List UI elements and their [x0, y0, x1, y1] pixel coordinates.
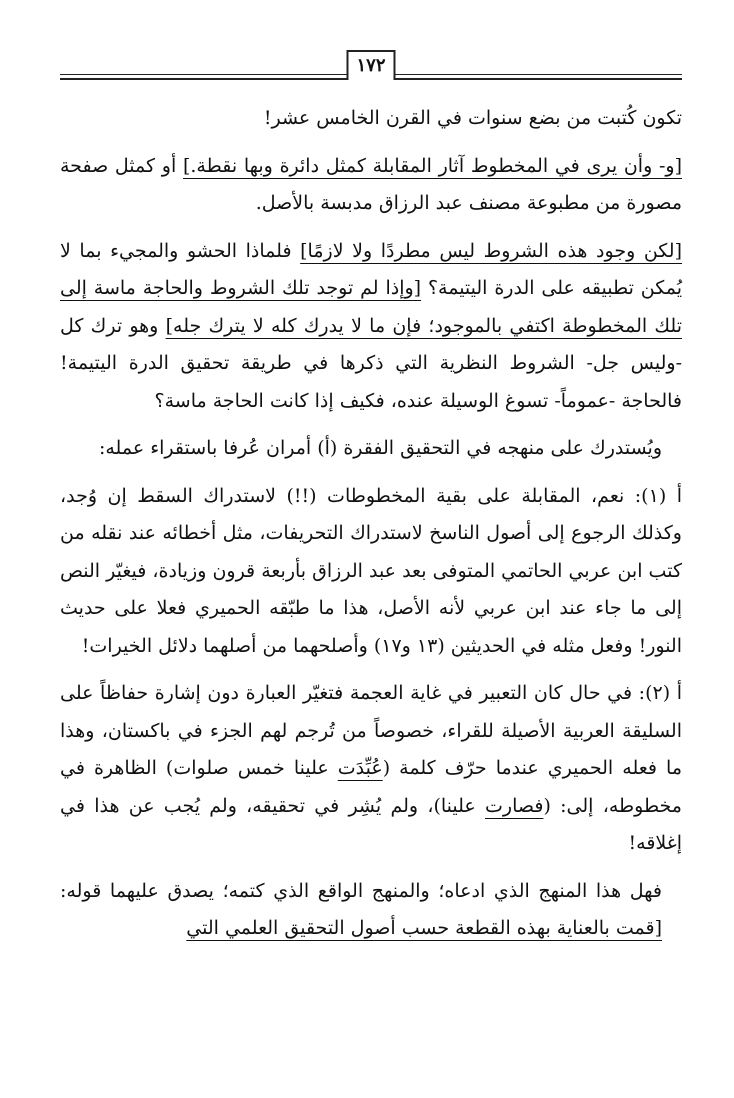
text-run: أ (٢): في حال كان التعبير في غاية العجمة فتغيّر العبارة دون إشارة حفاظاً على السليقة العربية الأصيلة للقراء، خصوصاً من تُرجم لهم الجزء في باكستان، وهذا ما فعله الحميري عندما حرّف كلمة ( [60, 682, 683, 779]
paragraph [60, 873, 682, 948]
text-run: أ (١): نعم، المقابلة على بقية المخطوطات (!!) لاستدراك السقط إن وُجد، وكذلك الرجوع إلى أصول الناسخ لاستدراك التحريفات، مثل أخطائه عند نقله من كتب ابن عربي الحاتمي المتوفى بعد عبد الرزاق بأربعة قرون وزيادة، فيغيّر النص إلى ما جاء عند ابن عربي لأنه الأصل، هذا ما طبّقه الحميري فعلا على حديث النور! وفعل مثله في الحديثين (١٣ و١٧) وأصلحهما من أصلهما دلائل الخيرات! [60, 484, 682, 657]
underlined-quote: عُبِّدَت [337, 757, 383, 779]
paragraph [60, 233, 682, 421]
underlined-quote: [وإذا لم توجد تلك الشروط والحاجة ماسة إلى تلك المخطوطة اكتفي بالموجود؛ فإن ما لا يدرك كله لا يترك جله] [60, 277, 682, 337]
text-run: علينا خمس صلوات) الظاهرة في مخطوطه، إلى: ( [60, 757, 682, 817]
text-run: تكون كُتبت من بضع سنوات في القرن الخامس عشر! [263, 107, 682, 129]
text-run: أو كمثل صفحة مصورة من مطبوعة مصنف عبد الرزاق مدبسة بالأصل. [60, 154, 682, 214]
underlined-quote: [لكن وجود هذه الشروط ليس مطردًا ولا لازمًا] [300, 239, 683, 262]
paragraph [60, 100, 682, 138]
text-run: فهل هذا المنهج الذي ادعاه؛ والمنهج الواقع الذي كتمه؛ يصدق عليهما قوله: [60, 879, 662, 902]
text-run: علينا)، ولم يُشِر في تحقيقه، ولم يُجب عن هذا في إغلاقه! [60, 794, 682, 854]
text-run: ويُستدرك على منهجه في التحقيق الفقرة (أ) أمران عُرفا باستقراء عمله: [98, 437, 662, 459]
paragraph [60, 430, 682, 468]
page-number: ١٧٢ [346, 50, 395, 80]
paragraph [60, 478, 682, 666]
text-run: وهو ترك كل -وليس جل- الشروط النظرية التي ذكرها في طريقة تحقيق الدرة اليتيمة! فالحاجة -عموماً- تسوغ الوسيلة عنده، فكيف إذا كانت الحاجة ماسة؟ [60, 314, 682, 412]
page-header [60, 46, 682, 86]
paragraph [60, 675, 682, 863]
text-run: فلماذا الحشو والمجيء بما لا يُمكن تطبيقه على الدرة اليتيمة؟ [60, 239, 682, 299]
page-body-text [60, 100, 682, 958]
paragraph [60, 148, 682, 223]
underlined-quote: [و- وأن يرى في المخطوط آثار المقابلة كمثل دائرة وبها نقطة.] [182, 154, 682, 177]
underlined-quote: فصارت [485, 794, 544, 817]
underlined-quote: [قمت بالعناية بهذه القطعة حسب أصول التحقيق العلمي التي [186, 917, 662, 939]
